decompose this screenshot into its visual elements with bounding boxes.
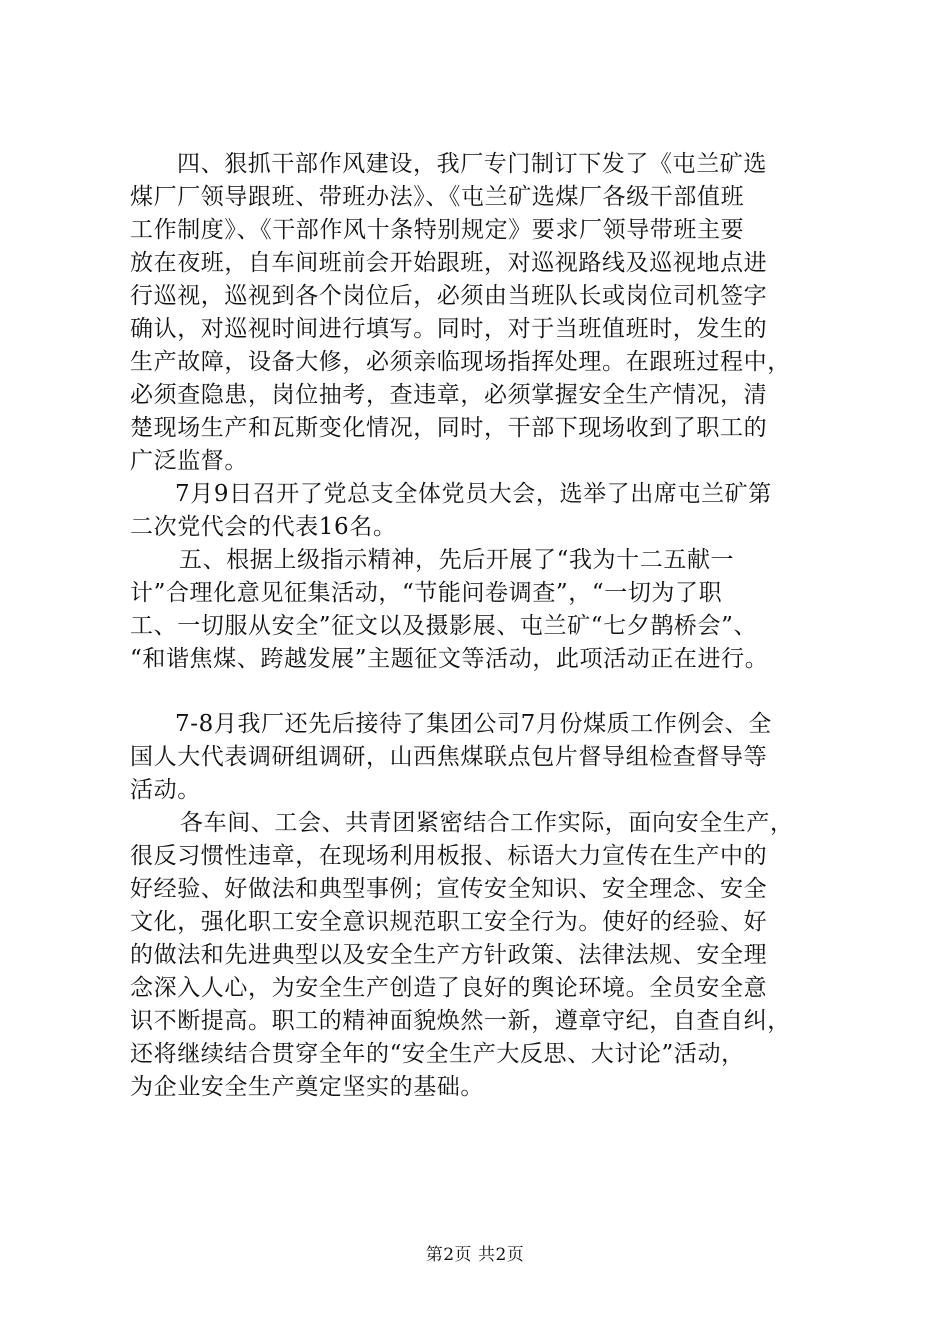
text-line: 行巡视，巡视到各个岗位后，必须由当班队长或岗位司机签字 xyxy=(130,283,768,309)
text-line: 楚现场生产和瓦斯变化情况，同时，干部下现场收到了职工的 xyxy=(130,415,768,441)
text-line: 确认，对巡视时间进行填写。同时，对于当班值班时，发生的 xyxy=(130,316,768,342)
text-line: 国人大代表调研组调研，山西焦煤联点包片督导组检查督导等 xyxy=(130,744,768,770)
text-line: 文化，强化职工安全意识规范职工安全行为。使好的经验、好 xyxy=(130,909,768,935)
paragraph-cadre-style xyxy=(130,148,830,478)
text-line: 五、根据上级指示精神，先后开展了“我为十二五献一 xyxy=(179,547,735,573)
text-line: 生产故障，设备大修，必须亲临现场指挥处理。在跟班过程中， xyxy=(130,349,791,375)
text-line: 工作制度》、《干部作风十条特别规定》要求厂领导带班主要 xyxy=(130,217,745,243)
text-line: 工、一切服从安全”征文以及摄影展、屯兰矿“七夕鹊桥会”、 xyxy=(130,613,758,639)
blank-line xyxy=(130,676,830,708)
text-line: 好经验、好做法和典型事例；宣传安全知识、安全理念、安全 xyxy=(130,876,768,902)
text-line: 各车间、工会、共青团紧密结合工作实际，面向安全生产， xyxy=(180,810,794,836)
text-line: 还将继续结合贯穿全年的“安全生产大反思、大讨论”活动， xyxy=(130,1041,745,1067)
text-line: “和谐焦煤、跨越发展”主题征文等活动，此项活动正在进行。 xyxy=(130,646,769,672)
text-line: 很反习惯性违章，在现场利用板报、标语大力宣传在生产中的 xyxy=(130,843,768,869)
document-body xyxy=(130,148,830,1104)
text-line: 计”合理化意见征集活动，“节能问卷调查”，“一切为了职 xyxy=(130,580,723,606)
text-line: 为企业安全生产奠定坚实的基础。 xyxy=(130,1074,484,1100)
text-line: 活动。 xyxy=(130,777,201,803)
page-footer: 第2页 共2页 xyxy=(425,1245,525,1265)
paragraph-activities xyxy=(130,544,830,676)
text-line: 7-8月我厂还先后接待了集团公司7月份煤质工作例会、全 xyxy=(175,711,772,737)
text-line: 煤厂厂领导跟班、带班办法》、《屯兰矿选煤厂各级干部值班 xyxy=(130,184,745,210)
text-line: 7月9日召开了党总支全体党员大会，选举了出席屯兰矿第 xyxy=(175,481,772,507)
text-line: 识不断提高。职工的精神面貌焕然一新，遵章守纪，自查自纠， xyxy=(130,1008,791,1034)
text-line: 放在夜班，自车间班前会开始跟班，对巡视路线及巡视地点进 xyxy=(130,250,768,276)
text-line: 念深入人心，为安全生产创造了良好的舆论环境。全员安全意 xyxy=(130,975,768,1001)
text-line: 必须查隐患，岗位抽考，查违章，必须掌握安全生产情况，清 xyxy=(130,382,768,408)
paragraph-safety-promotion xyxy=(130,807,830,1104)
text-line: 广泛监督。 xyxy=(130,448,248,474)
paragraph-party-congress xyxy=(130,478,830,544)
text-line: 二次党代会的代表16名。 xyxy=(130,514,397,540)
text-line: 四、狠抓干部作风建设，我厂专门制订下发了《屯兰矿选 xyxy=(177,151,767,177)
paragraph-reception xyxy=(130,708,830,807)
text-line: 的做法和先进典型以及安全生产方针政策、法律法规、安全理 xyxy=(130,942,768,968)
